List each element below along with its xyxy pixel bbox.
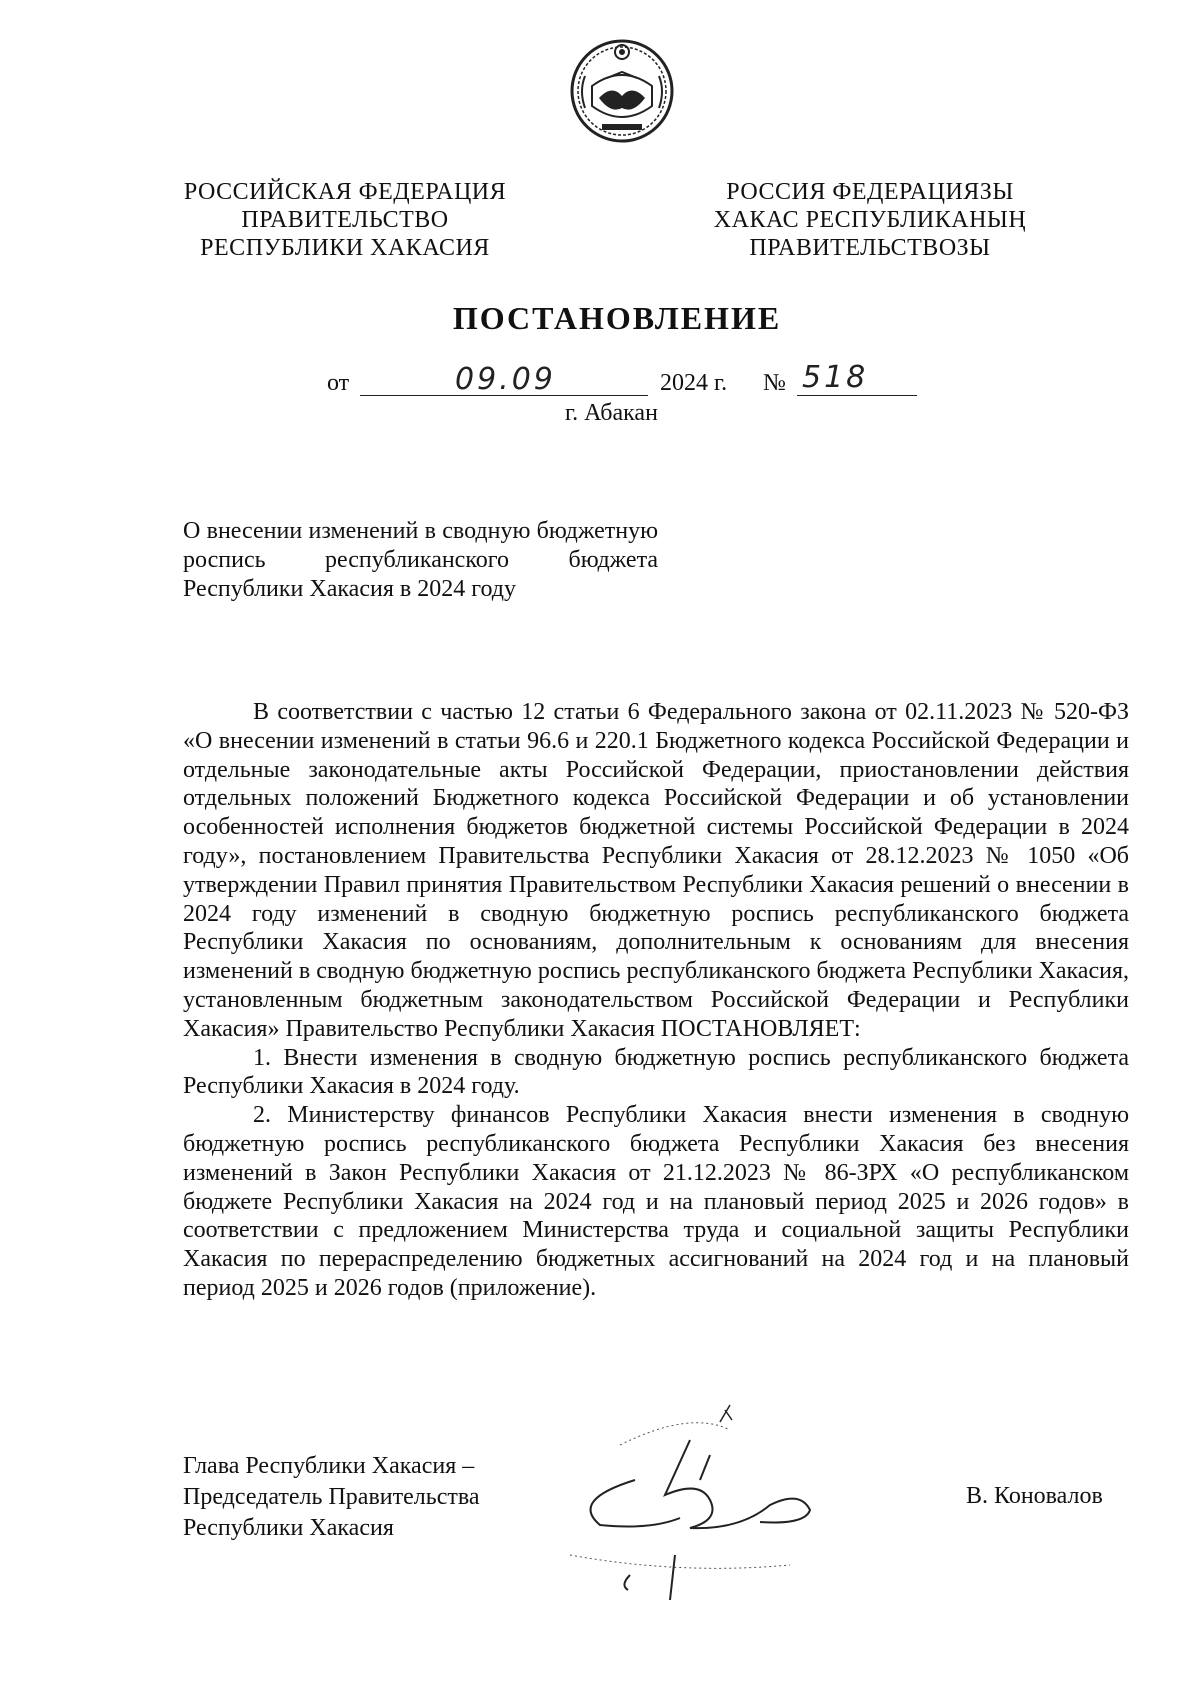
body-paragraph: 2. Министерству финансов Республики Хакасия внести изменения в сводную бюджетную роспись республиканского бюджета Республики Хакасия без внесения изменений в Закон Республики Хакасия от 21.12.2023 № 86-ЗРХ «О республиканском бюджете Республики Хакасия на 2024 год и на плановый период 2025 и 2026 годов» в соответствии с предложением Министерства труда и социальной защиты Республики Хакасия по перераспределению бюджетных ассигнований на 2024 год и на плановый период 2025 и 2026 годов (приложение). [183,1102,1129,1301]
coat-of-arms-emblem [567,36,677,146]
signatory-title-line: Председатель Правительства [183,1484,480,1510]
year-label: 2024 г. [660,370,728,396]
handwritten-number: 518 [802,360,869,395]
header-left-line: РОССИЙСКАЯ ФЕДЕРАЦИЯ [183,179,507,205]
header-right-line: РОССИЯ ФЕДЕРАЦИЯЗЫ [726,179,1014,205]
signatory-title [183,1451,480,1544]
header-russian [160,178,530,262]
date-number-line [0,360,1200,402]
header-khakas [705,178,1035,262]
handwritten-signature [560,1400,920,1600]
city-label: г. Абакан [565,400,658,426]
document-body [183,698,1129,1303]
signer-name: В. Коновалов [966,1483,1103,1509]
body-paragraph: В соответствии с частью 12 статьи 6 Федерального закона от 02.11.2023 № 520-ФЗ «О внесении изменений в статьи 96.6 и 220.1 Бюджетного кодекса Российской Федерации и отдельные законодательные акты Российской Федерации, приостановлении действия отдельных положений Бюджетного кодекса Российской Федерации и об установлении особенностей исполнения бюджетов бюджетной системы Российской Федерации в 2024 году», постановлением Правительства Республики Хакасия от 28.12.2023 № 1050 «Об утверждении Правил принятия Правительством Республики Хакасия решений о внесении в 2024 году изменений в сводную бюджетную роспись республиканского бюджета Республики Хакасия по основаниям, дополнительным к основаниям для внесения изменений в сводную бюджетную роспись республиканского бюджета Республики Хакасия, установленным бюджетным законодательством Российской Федерации и Республики Хакасия» Правительство Республики Хакасия ПОСТАНОВЛЯЕТ: [183,699,1129,1042]
header-left-line: ПРАВИТЕЛЬСТВО [241,207,449,233]
document-title: ПОСТАНОВЛЕНИЕ [452,300,782,336]
header-right-line: ПРАВИТЕЛЬСТВОЗЫ [749,235,991,261]
date-prefix: от [327,370,350,396]
body-paragraph: 1. Внести изменения в сводную бюджетную роспись республиканского бюджета Республики Хакасия в 2024 году. [183,1044,1129,1100]
header-left-line: РЕСПУБЛИКИ ХАКАСИЯ [200,235,490,261]
signatory-title-line: Глава Республики Хакасия – [183,1453,475,1479]
number-prefix: № [763,370,786,396]
header-right-line: ХАКАС РЕСПУБЛИКАНЫҢ [713,207,1027,233]
document-subject: О внесении изменений в сводную бюджетную роспись республиканского бюджета Республики Хакасия в 2024 году [183,518,658,602]
handwritten-date: 09.09 [455,362,556,397]
signatory-title-line: Республики Хакасия [183,1515,394,1541]
